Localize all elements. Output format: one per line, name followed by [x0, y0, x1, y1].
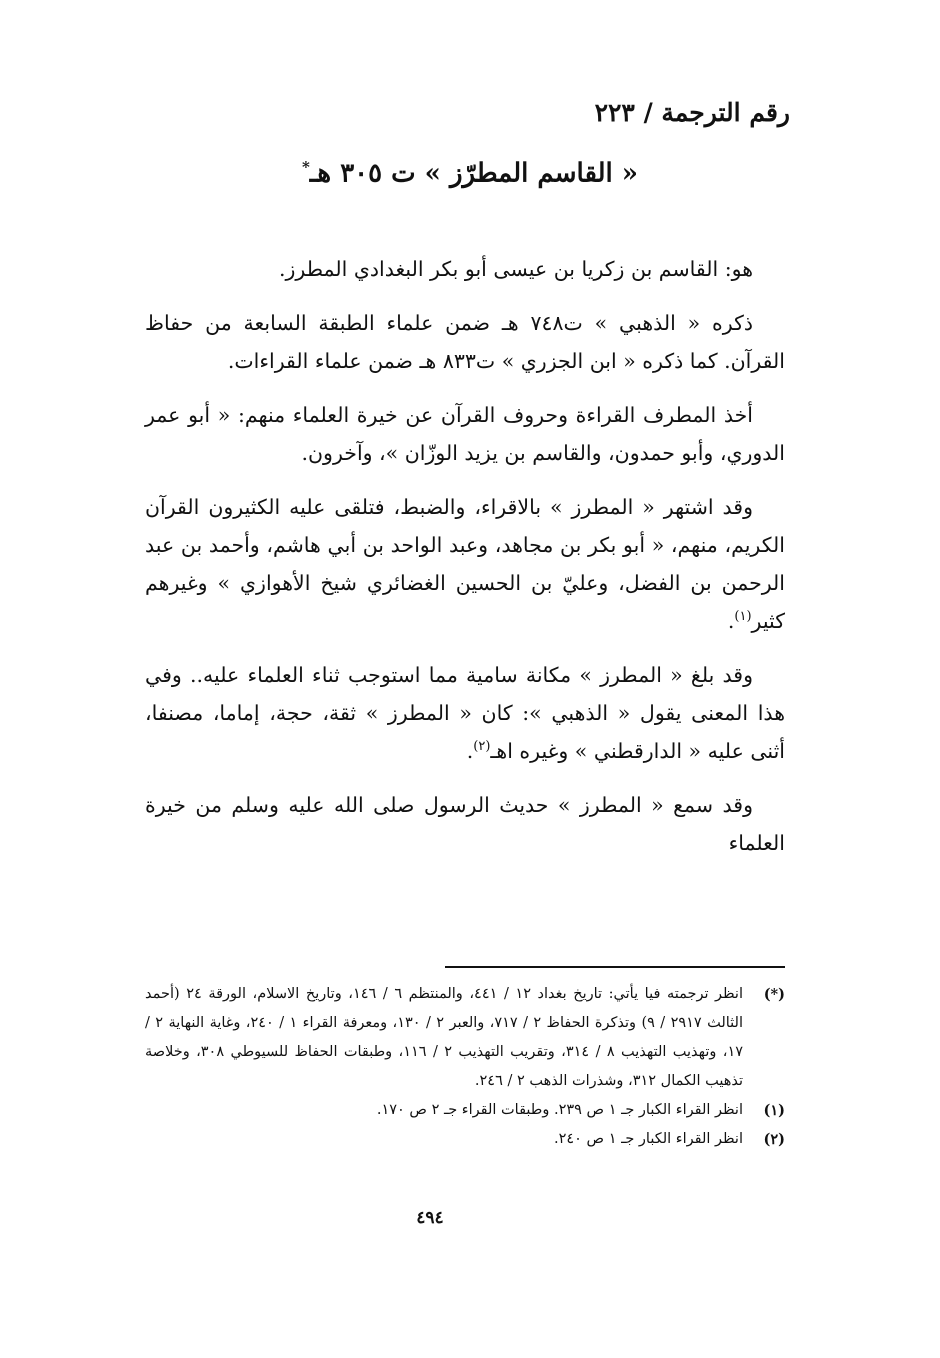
footnote-text: انظر ترجمته فيا يأتي: تاريخ بغداد ١٢ / ٤٤١، والمنتظم ٦ / ١٤٦، وتاريخ الاسلام، الورقة ٢٤ (أحمد الثالث ٢٩١٧ / ٩) وتذكرة الحفاظ ٢ / ٧١٧، والعبر ٢ / ١٣٠، ومعرفة القراء ١ / ٢٤٠، وغاية النهاية ٢ / ١٧، وتهذيب التهذيب ٨ / ٣١٤، وتقريب التهذيب ٢ / ١١٦، وطبقات الحفاظ للسيوطي ٣٠٨، وخلاصة تذهيب الكمال ٣١٢، وشذرات الذهب ٢ / ٢٤٦. [145, 986, 744, 1089]
footnote [145, 1096, 785, 1125]
page-number: ٤٩٤ [416, 1208, 444, 1228]
footnote-text: انظر القراء الكبار جـ ١ ص ٢٣٩. وطبقات القراء جـ ٢ ص ١٧٠. [376, 1102, 743, 1118]
entry-number: رقم الترجمة / ٢٢٣ [594, 98, 790, 127]
paragraph-text: هو: القاسم بن زكريا بن عيسى أبو بكر البغدادي المطرز. [279, 257, 753, 281]
page-title [180, 158, 760, 189]
paragraph [145, 250, 785, 288]
paragraph-text: ذكره « الذهبي » ت٧٤٨ هـ ضمن علماء الطبقة السابعة من حفاظ القرآن. كما ذكره « ابن الجزري » ت٨٣٣ هـ ضمن علماء القراءات. [145, 311, 785, 373]
title-footnote-marker: * [301, 158, 310, 176]
paragraph-text: وقد سمع « المطرز » حديث الرسول صلى الله عليه وسلم من خيرة العلماء [145, 793, 785, 855]
footnote-text: انظر القراء الكبار جـ ١ ص ٢٤٠. [553, 1131, 743, 1147]
main-text [145, 250, 785, 878]
paragraph [145, 304, 785, 380]
paragraph [145, 786, 785, 862]
footnote-divider [445, 966, 785, 968]
title-text: « القاسم المطرّز » ت ٣٠٥ هـ [309, 158, 639, 189]
footnote [145, 980, 785, 1096]
footnote [145, 1125, 785, 1154]
paragraph: وقد اشتهر « المطرز » بالاقراء، والضبط، فتلقى عليه الكثيرون القرآن الكريم، منهم، « أبو بكر بن مجاهد، وعبد الواحد بن أبي هاشم، وأحمد بن عبد الرحمن بن الفضل، وعليّ بن الحسين الغضائري شيخ الأهوازي » وغيرهم كثير$^{(١)}$. [145, 495, 785, 633]
footnote-marker: (٢) [763, 1131, 785, 1148]
footnote-ref: (١) [734, 609, 752, 625]
footnotes [145, 980, 785, 1154]
paragraph-text: أخذ المطرف القراءة وحروف القرآن عن خيرة العلماء منهم: « أبو عمر الدوري، وأبو حمدون، والقاسم بن يزيد الوزّان »، وآخرون. [145, 403, 785, 465]
footnote-ref: (٢) [473, 739, 491, 755]
paragraph: وقد بلغ « المطرز » مكانة سامية مما استوجب ثناء العلماء عليه.. وفي هذا المعنى يقول « الذهبي »: كان « المطرز » ثقة، حجة، إماما، مصنفا، أثنى عليه « الدارقطني » وغيره اهـ$^{(٢)}$. [145, 663, 785, 763]
footnote-marker: (١) [763, 1102, 785, 1119]
footnote-marker: (*) [763, 986, 785, 1003]
paragraph-text: وقد اشتهر « المطرز » بالاقراء، والضبط، فتلقى عليه الكثيرون القرآن الكريم، منهم، « أبو بكر بن مجاهد، وعبد الواحد بن أبي هاشم، وأحمد بن عبد الرحمن بن الفضل، وعليّ بن الحسين الغضائري شيخ الأهوازي » وغيرهم كثير [145, 495, 785, 633]
paragraph [145, 396, 785, 472]
paragraph-text: وقد بلغ « المطرز » مكانة سامية مما استوجب ثناء العلماء عليه.. وفي هذا المعنى يقول « الذهبي »: كان « المطرز » ثقة، حجة، إماما، مصنفا، أثنى عليه « الدارقطني » وغيره اهـ [145, 663, 785, 763]
